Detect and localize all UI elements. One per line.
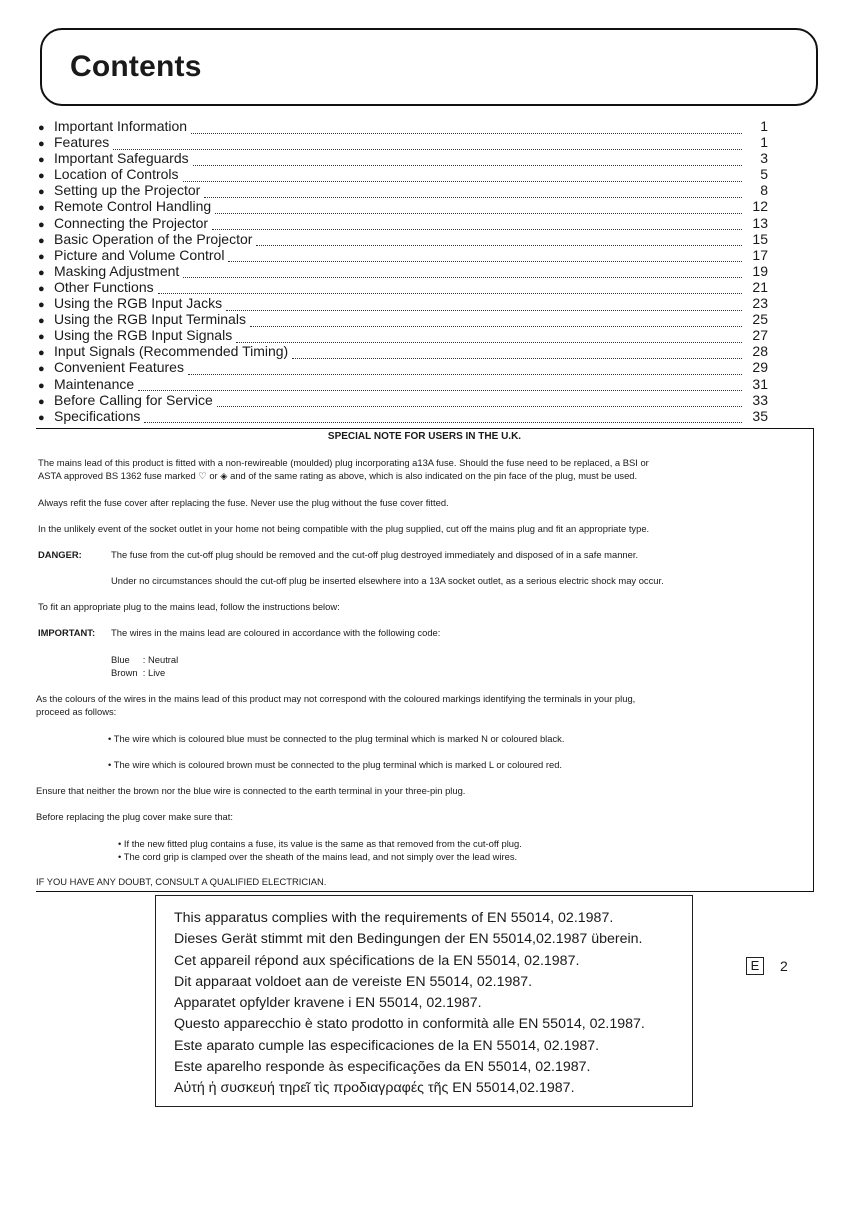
toc-entry-page: 27	[752, 327, 768, 344]
toc-entry-page: 15	[752, 230, 768, 247]
toc-entry-page: 31	[752, 375, 768, 392]
note-bullet-4: • The cord grip is clamped over the sheath of the mains lead, and not simply over the lead wires.	[118, 851, 518, 862]
compliance-line-el: Αὐτή ἡ συσκευή τηρεῖ τὶς προδιαγραφές τῆς EN 55014,02.1987.	[174, 1080, 575, 1097]
note-p1-line2: ASTA approved BS 1362 fuse marked ♡ or ◈ and of the same rating as above, which is also indicated on the pin face of the plug, must be used.	[38, 470, 638, 481]
toc-leader-dots	[183, 267, 742, 278]
toc-leader-dots	[212, 219, 742, 230]
toc-leader-dots	[183, 171, 742, 182]
bullet-icon: ●	[38, 282, 45, 295]
bullet-icon: ●	[38, 363, 45, 376]
code-blue: Blue : Neutral	[111, 654, 179, 665]
toc-entry-label: Picture and Volume Control	[54, 246, 225, 263]
page-title: Contents	[70, 50, 202, 83]
toc-entry	[38, 311, 768, 327]
toc-leader-dots	[226, 300, 742, 311]
toc-entry-page: 28	[752, 343, 768, 360]
toc-entry-label: Setting up the Projector	[54, 182, 201, 199]
page-number: 2	[780, 958, 788, 974]
toc-leader-dots	[215, 203, 742, 214]
toc-entry	[38, 376, 768, 392]
compliance-line-it: Questo apparecchio è stato prodotto in conformità alle EN 55014, 02.1987.	[174, 1016, 645, 1033]
danger-label: DANGER:	[38, 549, 82, 560]
toc-entry	[38, 263, 768, 279]
toc-leader-dots	[217, 396, 742, 407]
toc-leader-dots	[113, 139, 742, 150]
toc-entry-label: Connecting the Projector	[54, 214, 209, 231]
compliance-line-nl: Dit apparaat voldoet aan de vereiste EN 55014, 02.1987.	[174, 973, 533, 990]
toc-entry	[38, 215, 768, 231]
toc-entry-page: 5	[760, 166, 768, 183]
toc-leader-dots	[236, 332, 742, 343]
toc-entry-page: 21	[752, 278, 768, 295]
toc-entry	[38, 198, 768, 214]
toc-leader-dots	[138, 380, 742, 391]
toc-leader-dots	[204, 187, 742, 198]
toc-entry-label: Using the RGB Input Jacks	[54, 295, 223, 312]
toc-leader-dots	[193, 155, 742, 166]
bullet-icon: ●	[38, 138, 45, 151]
bullet-icon: ●	[38, 250, 45, 263]
bullet-icon: ●	[38, 122, 45, 134]
code-brown: Brown : Live	[111, 667, 166, 678]
bullet-icon: ●	[38, 379, 45, 392]
toc-entry-page: 13	[752, 214, 768, 231]
toc-entry-page: 8	[760, 182, 768, 199]
toc-entry	[38, 231, 768, 247]
toc-leader-dots	[256, 235, 742, 246]
note-p1-line1: The mains lead of this product is fitted with a non-rewireable (moulded) plug incorporating a13A fuse. Should the fuse need to be replaced, a BSI or	[38, 457, 649, 468]
toc-leader-dots	[144, 412, 742, 423]
toc-entry-label: Important Safeguards	[54, 150, 189, 167]
bullet-icon: ●	[38, 202, 45, 215]
bullet-icon: ●	[38, 266, 45, 279]
bullet-icon: ●	[38, 331, 45, 344]
toc-entry	[38, 279, 768, 295]
compliance-line-de: Dieses Gerät stimmt mit den Bedingungen der EN 55014,02.1987 überein.	[174, 931, 643, 948]
toc-entry-page: 17	[752, 246, 768, 263]
toc-entry	[38, 327, 768, 343]
toc-entry	[38, 343, 768, 359]
toc-entry	[38, 247, 768, 263]
table-of-contents	[38, 118, 768, 424]
toc-entry-page: 12	[752, 198, 768, 215]
bullet-icon: ●	[38, 347, 45, 360]
compliance-line-fr: Cet appareil répond aux spécifications de la EN 55014, 02.1987.	[174, 952, 580, 969]
bullet-icon: ●	[38, 299, 45, 312]
toc-entry	[38, 392, 768, 408]
toc-entry	[38, 359, 768, 375]
compliance-line-es: Este aparato cumple las especificaciones de la EN 55014, 02.1987.	[174, 1037, 600, 1054]
bullet-icon: ●	[38, 154, 45, 167]
toc-entry	[38, 118, 768, 134]
bullet-icon: ●	[38, 186, 45, 199]
toc-entry-page: 1	[760, 134, 768, 151]
contents-title-box	[40, 28, 818, 106]
bullet-icon: ●	[38, 218, 45, 231]
toc-leader-dots	[188, 364, 742, 375]
danger-text-2: Under no circumstances should the cut-off plug be inserted elsewhere into a 13A socket outlet, as a serious electric shock may occur.	[111, 575, 664, 586]
toc-entry-label: Convenient Features	[54, 359, 184, 376]
important-text: The wires in the mains lead are coloured in accordance with the following code:	[111, 627, 441, 638]
toc-entry-page: 23	[752, 295, 768, 312]
bullet-icon: ●	[38, 395, 45, 408]
toc-entry	[38, 166, 768, 182]
bullet-icon: ●	[38, 411, 45, 424]
note-p2: Always refit the fuse cover after replacing the fuse. Never use the plug without the fuse cover fitted.	[38, 497, 449, 508]
note-bullet-2: • The wire which is coloured brown must be connected to the plug terminal which is marked L or coloured red.	[108, 759, 563, 770]
toc-leader-dots	[191, 123, 742, 134]
toc-entry-label: Basic Operation of the Projector	[54, 230, 253, 247]
note-heading: SPECIAL NOTE FOR USERS IN THE U.K.	[327, 431, 522, 442]
note-bullet-3: • If the new fitted plug contains a fuse, its value is the same as that removed from the cut-off plug.	[118, 838, 522, 849]
compliance-line-da: Apparatet opfylder kravene i EN 55014, 02.1987.	[174, 995, 482, 1012]
note-p5-line1: As the colours of the wires in the mains lead of this product may not correspond with the coloured markings identifying the terminals in your plug,	[36, 693, 636, 704]
toc-leader-dots	[158, 283, 742, 294]
toc-entry-label: Features	[54, 134, 110, 151]
toc-entry-page: 19	[752, 262, 768, 279]
toc-entry-page: 33	[752, 391, 768, 408]
toc-entry-page: 29	[752, 359, 768, 376]
note-p3: In the unlikely event of the socket outlet in your home not being compatible with the plug supplied, cut off the mains plug and fit an appropriate type.	[38, 523, 650, 534]
note-bullet-1: • The wire which is coloured blue must be connected to the plug terminal which is marked N or coloured black.	[108, 733, 565, 744]
toc-entry-label: Other Functions	[54, 278, 154, 295]
note-p6: Ensure that neither the brown nor the blue wire is connected to the earth terminal in your three-pin plug.	[36, 785, 466, 796]
toc-leader-dots	[228, 251, 742, 262]
compliance-line-en: This apparatus complies with the requirements of EN 55014, 02.1987.	[174, 910, 614, 926]
note-p5-line2: proceed as follows:	[36, 706, 117, 717]
toc-entry-page: 3	[760, 150, 768, 167]
toc-entry-label: Specifications	[54, 407, 141, 424]
compliance-line-pt: Este aparelho responde às especificações da EN 55014, 02.1987.	[174, 1059, 591, 1076]
toc-entry	[38, 408, 768, 424]
toc-entry	[38, 150, 768, 166]
toc-leader-dots	[250, 316, 742, 327]
toc-entry-label: Important Information	[54, 118, 188, 134]
language-marker: E	[746, 957, 764, 975]
emc-compliance-box	[155, 895, 693, 1107]
uk-special-note	[36, 428, 814, 892]
note-p4: To fit an appropriate plug to the mains lead, follow the instructions below:	[38, 601, 340, 612]
toc-entry-label: Before Calling for Service	[54, 391, 213, 408]
bullet-icon: ●	[38, 234, 45, 247]
toc-entry-page: 35	[752, 407, 768, 424]
toc-entry-label: Remote Control Handling	[54, 198, 212, 215]
important-label: IMPORTANT:	[38, 627, 96, 638]
toc-entry-label: Location of Controls	[54, 166, 179, 183]
note-p8: IF YOU HAVE ANY DOUBT, CONSULT A QUALIFIED ELECTRICIAN.	[36, 876, 327, 887]
note-p7: Before replacing the plug cover make sure that:	[36, 811, 233, 822]
toc-entry-label: Using the RGB Input Terminals	[54, 311, 246, 328]
bullet-icon: ●	[38, 170, 45, 183]
toc-entry-label: Masking Adjustment	[54, 262, 180, 279]
toc-entry	[38, 134, 768, 150]
toc-entry-label: Maintenance	[54, 375, 135, 392]
bullet-icon: ●	[38, 315, 45, 328]
toc-leader-dots	[292, 348, 742, 359]
toc-entry-page: 25	[752, 311, 768, 328]
danger-text: The fuse from the cut-off plug should be removed and the cut-off plug destroyed immediately and disposed of in a safe manner.	[111, 549, 639, 560]
toc-entry	[38, 295, 768, 311]
toc-entry-label: Using the RGB Input Signals	[54, 327, 233, 344]
toc-entry-page: 1	[760, 118, 768, 134]
toc-entry-label: Input Signals (Recommended Timing)	[54, 343, 289, 360]
toc-entry	[38, 182, 768, 198]
